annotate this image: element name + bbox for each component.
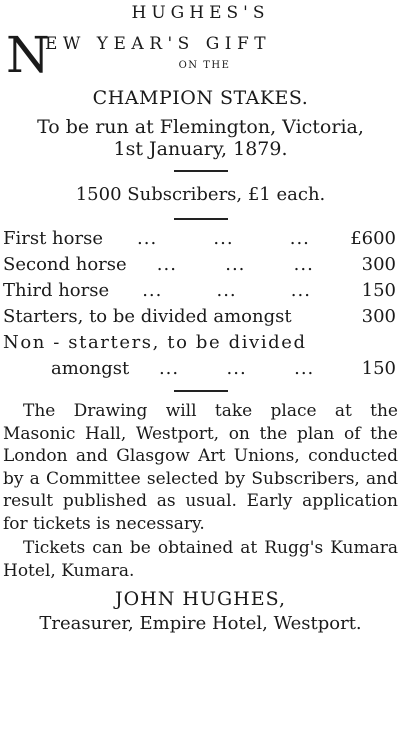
prize-amount: 300	[361, 254, 396, 275]
divider-rule	[174, 170, 228, 172]
leader-dots: ... ... ...	[156, 254, 314, 275]
divider-rule	[174, 390, 228, 392]
prize-list	[3, 226, 398, 382]
newspaper-advertisement	[0, 2, 402, 745]
subscribers-line: 1500 Subscribers, £1 each.	[75, 184, 326, 205]
leader-dots: ... ... ...	[142, 280, 311, 301]
signature-name: JOHN HUGHES,	[114, 588, 286, 610]
prize-amount: 150	[361, 358, 396, 379]
prize-amount: 300	[361, 306, 396, 327]
prize-label: amongst	[51, 358, 130, 379]
prize-row-first	[3, 226, 396, 252]
prize-amount: 150	[361, 280, 396, 301]
prize-label: Second horse	[3, 254, 127, 275]
prize-amount: £600	[350, 228, 396, 249]
drop-cap-initial: N	[6, 26, 50, 84]
prize-row-starters	[3, 304, 396, 330]
headline-text: EW YEAR'S GIFT	[45, 34, 272, 54]
prize-row-amongst	[3, 356, 396, 382]
prize-label: First horse	[3, 228, 103, 249]
on-the-subheading: ON THE	[178, 60, 231, 71]
prize-label: Non - starters, to be divided	[3, 332, 307, 353]
prize-row-non-starters	[3, 330, 396, 356]
prize-row-second	[3, 252, 396, 278]
prize-row-third	[3, 278, 396, 304]
race-venue-line: To be run at Flemington, Victoria,	[37, 116, 364, 138]
drawing-paragraph: The Drawing will take place at the Masonic Hall, Westport, on the plan of the London and Glasgow Art Unions, conducted by a Committee selected by Subscribers, and result published as usual. Early application for tickets is necessary.	[3, 401, 398, 534]
signature-title: Treasurer, Empire Hotel, Westport.	[39, 613, 362, 634]
leader-dots: ... ... ...	[158, 358, 315, 379]
event-name: CHAMPION STAKES.	[92, 87, 309, 109]
divider-rule	[174, 218, 228, 220]
prize-label: Third horse	[3, 280, 110, 301]
advert-heading-hughes: HUGHES'S	[131, 3, 270, 23]
advert-headline	[3, 28, 398, 84]
leader-dots: ... ... ...	[137, 228, 310, 249]
prize-label: Starters, to be divided amongst	[3, 306, 292, 327]
tickets-paragraph: Tickets can be obtained at Rugg's Kumara Hotel, Kumara.	[3, 538, 398, 581]
race-date-line: 1st January, 1879.	[113, 138, 288, 160]
